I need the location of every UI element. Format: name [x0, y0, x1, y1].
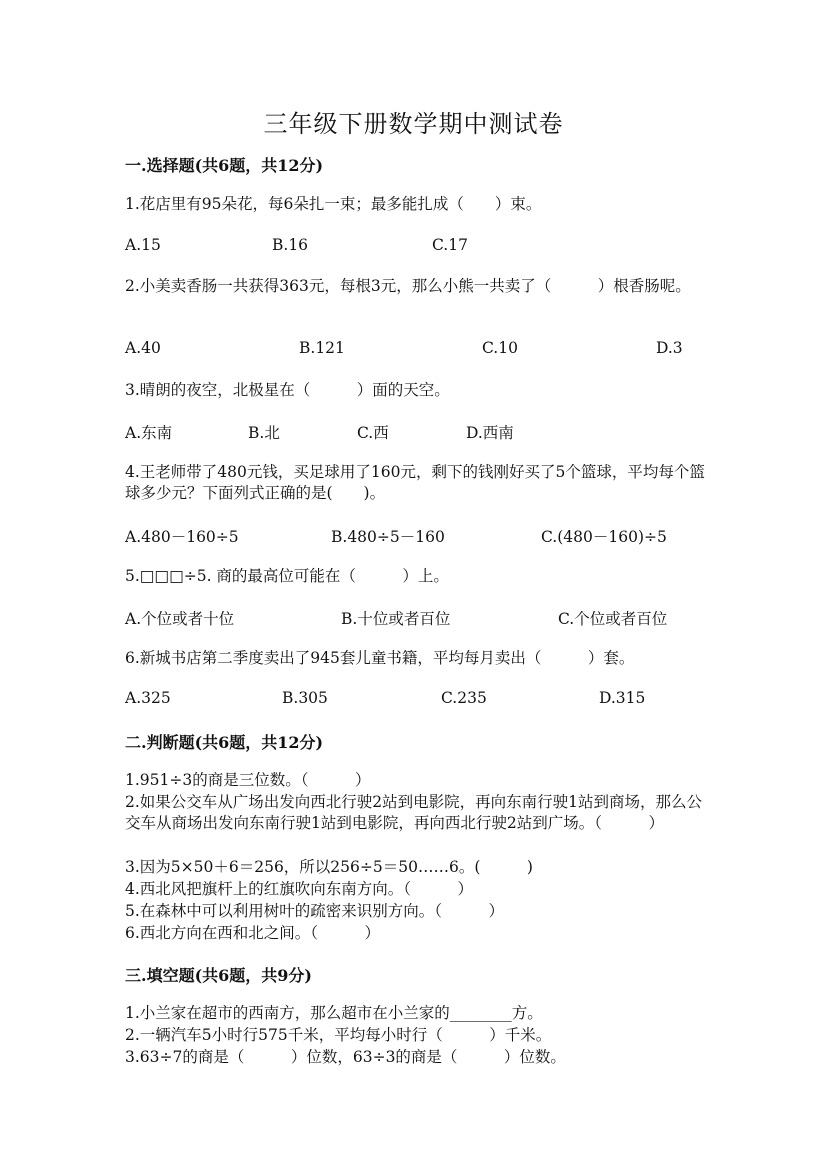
judgement-item-2: 2.如果公交车从广场出发向西北行驶2站到电影院，再向东南行驶1站到商场，那么公交车从商场出发向东南行驶1站到电影院，再向西北行驶2站到广场。（ ） — [125, 793, 703, 832]
q4-option-c: C.(480－160)÷5 — [541, 528, 667, 546]
section-heading-judgement: 二.判断题(共6题，共12分) — [125, 733, 324, 752]
question-2: 2.小美卖香肠一共获得363元，每根3元，那么小熊一共卖了（ ）根香肠呢。 — [125, 277, 691, 295]
q1-option-a: A.15 — [125, 236, 161, 254]
question-1: 1.花店里有95朵花，每6朵扎一束；最多能扎成（ ）束。 — [125, 195, 542, 213]
q5-option-a: A.个位或者十位 — [125, 610, 235, 628]
q5-option-c: C.个位或者百位 — [558, 610, 668, 628]
judgement-item-3: 3.因为5×50＋6＝256，所以256÷5＝50……6。( ) — [125, 858, 533, 876]
q6-option-d: D.315 — [599, 689, 646, 707]
q2-option-c: C.10 — [482, 339, 518, 357]
question-6: 6.新城书店第二季度卖出了945套儿童书籍，平均每月卖出（ ）套。 — [125, 649, 635, 667]
judgement-item-4: 4.西北风把旗杆上的红旗吹向东南方向。（ ） — [125, 880, 474, 898]
q6-option-a: A.325 — [125, 689, 171, 707]
judgement-item-6: 6.西北方向在西和北之间。（ ） — [125, 924, 381, 942]
q1-option-b: B.16 — [272, 236, 309, 254]
q3-option-a: A.东南 — [125, 424, 173, 442]
judgement-item-5: 5.在森林中可以利用树叶的疏密来识别方向。（ ） — [125, 902, 505, 920]
q6-option-b: B.305 — [282, 689, 328, 707]
q3-option-d: D.西南 — [466, 424, 514, 442]
fill-item-1: 1.小兰家在超市的西南方，那么超市在小兰家的________方。 — [125, 1004, 543, 1022]
q3-option-c: C.西 — [357, 424, 389, 442]
q2-option-d: D.3 — [656, 339, 683, 357]
q4-option-b: B.480÷5－160 — [331, 528, 445, 546]
judgement-item-1: 1.951÷3的商是三位数。（ ） — [125, 771, 371, 789]
q1-option-c: C.17 — [432, 236, 468, 254]
question-3: 3.晴朗的夜空，北极星在（ ）面的天空。 — [125, 381, 450, 399]
question-4: 4.王老师带了480元钱，买足球用了160元，剩下的钱刚好买了5个篮球，平均每个篮球多少元？下面列式正确的是( )。 — [125, 463, 705, 502]
q2-option-a: A.40 — [125, 339, 161, 357]
fill-item-2: 2.一辆汽车5小时行575千米，平均每小时行（ ）千米。 — [125, 1026, 552, 1044]
page-title: 三年级下册数学期中测试卷 — [263, 110, 564, 138]
q4-option-a: A.480－160÷5 — [125, 528, 239, 546]
question-5: 5.□□□÷5. 商的最高位可能在（ ）上。 — [125, 567, 449, 585]
q6-option-c: C.235 — [441, 689, 487, 707]
q3-option-b: B.北 — [248, 424, 280, 442]
section-heading-fill-in: 三.填空题(共6题，共9分) — [125, 966, 312, 985]
q2-option-b: B.121 — [299, 339, 345, 357]
section-heading-choice: 一.选择题(共6题，共12分) — [125, 156, 324, 175]
q5-option-b: B.十位或者百位 — [341, 610, 451, 628]
fill-item-3: 3.63÷7的商是（ ）位数，63÷3的商是（ ）位数。 — [125, 1048, 566, 1066]
